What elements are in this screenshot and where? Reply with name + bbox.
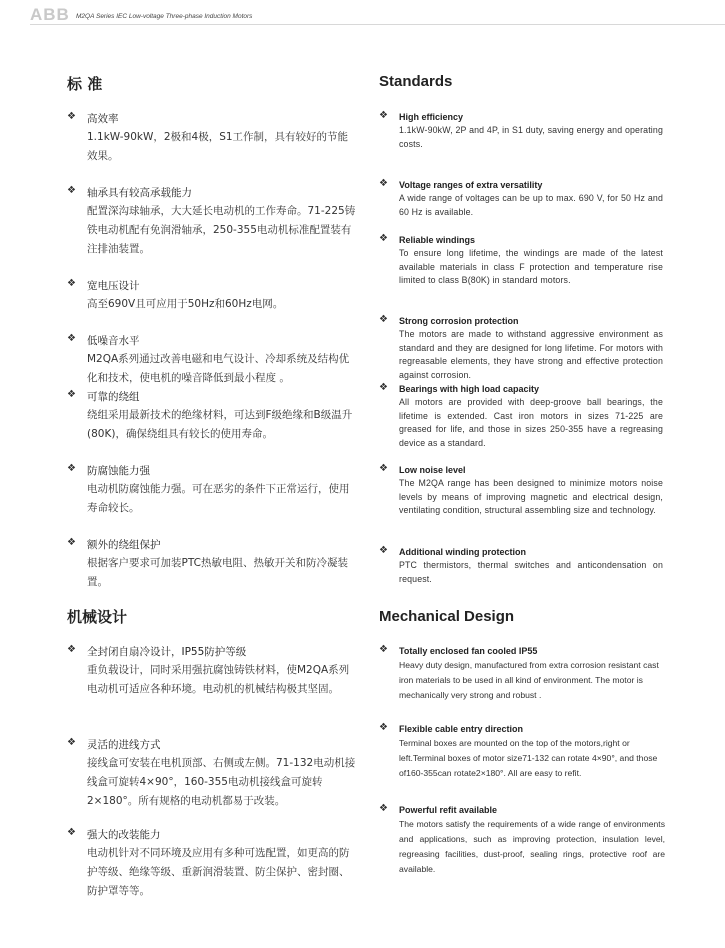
zh-item-title: 防腐蚀能力强 [87,465,150,477]
zh-mechanical-item [67,643,357,699]
en-item-title: Strong corrosion protection [399,316,519,326]
en-item-title: Totally enclosed fan cooled IP55 [399,646,538,656]
header-divider [30,24,725,25]
en-item-body: The M2QA range has been designed to minimize motors noise levels by means of improving magnetic and electrical design, ventilating condition, structural assembling size and technology. [399,478,663,515]
page-header [30,6,252,24]
zh-standard-item [67,388,357,444]
zh-item-body: 电动机防腐蚀能力强。可在恶劣的条件下正常运行，使用寿命较长。 [87,483,350,514]
bullet-diamond-icon: ❖ [379,314,388,325]
en-item-body: Heavy duty design, manufactured from extra corrosion resistant cast iron materials to be used in all kind of environment. The motor is mechanically very strong and robust . [399,660,659,700]
bullet-diamond-icon: ❖ [379,110,388,121]
en-item-body: All motors are provided with deep-groove ball bearings, the lifetime is extended. Cast iron motors in sizes 71-225 are greased for life, and those in sizes 250-355 have a regreasing device as a standard. [399,397,663,448]
zh-item-title: 额外的绕组保护 [87,539,161,551]
en-item-title: Reliable windings [399,235,476,245]
abb-logo: ABB [30,5,70,24]
bullet-diamond-icon: ❖ [379,644,388,655]
bullet-diamond-icon: ❖ [67,644,76,655]
en-item-title: Low noise level [399,465,466,475]
bullet-diamond-icon: ❖ [67,463,76,474]
bullet-diamond-icon: ❖ [67,185,76,196]
zh-item-title: 强大的改装能力 [87,829,161,841]
zh-item-body: 高至690V且可应用于50Hz和60Hz电网。 [87,298,284,310]
zh-item-title: 灵活的进线方式 [87,739,161,751]
zh-standard-item [67,536,357,592]
zh-item-title: 可靠的绕组 [87,391,140,403]
en-item-body: 1.1kW-90kW, 2P and 4P, in S1 duty, saving energy and operating costs. [399,125,663,149]
zh-mechanical-heading: 机械设计 [67,608,128,626]
en-item-body: PTC thermistors, thermal switches and anticondensation on request. [399,560,663,584]
en-standard-item [379,464,663,518]
en-standard-item [379,315,663,382]
zh-standard-item [67,462,357,518]
en-item-body: The motors are made to withstand aggressive environment as standard and they are designed for long lifetime. For motors with regreasable elements, they have strong and effective protection against corrosion. [399,329,663,380]
bullet-diamond-icon: ❖ [379,722,388,733]
en-item-body: The motors satisfy the requirements of a wide range of environments and applications, such as improving protection, insulation level, regreasing facilities, dust-proof, sealing rings, protective roof are available. [399,819,665,874]
zh-standard-item [67,184,357,259]
zh-item-body: 接线盒可安装在电机顶部、右侧或左侧。71-132电动机接线盒可旋转4×90°，160-355电动机接线盒可旋转2×180°。所有规格的电动机都易于改装。 [87,757,356,807]
zh-item-body: 绕组采用最新技术的绝缘材料，可达到F级绝缘和B级温升(80K)，确保绕组具有较长的使用寿命。 [87,409,353,440]
en-item-title: Voltage ranges of extra versatility [399,180,543,190]
zh-item-title: 全封闭自扇冷设计，IP55防护等级 [87,646,247,658]
en-mechanical-item [379,804,665,877]
bullet-diamond-icon: ❖ [67,537,76,548]
bullet-diamond-icon: ❖ [67,389,76,400]
zh-mechanical-item [67,736,357,811]
en-standard-item [379,179,663,219]
zh-standards-heading: 标 准 [67,75,103,93]
document-title: M2QA Series IEC Low-voltage Three-phase Induction Motors [76,13,253,20]
bullet-diamond-icon: ❖ [67,333,76,344]
en-item-title: Powerful refit available [399,805,498,815]
zh-standard-item [67,277,357,314]
en-mechanical-item [379,645,665,703]
bullet-diamond-icon: ❖ [379,382,388,393]
bullet-diamond-icon: ❖ [379,803,388,814]
en-mechanical-heading: Mechanical Design [379,608,515,625]
bullet-diamond-icon: ❖ [379,233,388,244]
en-standard-item [379,546,663,586]
zh-item-body: 根据客户要求可加装PTC热敏电阻、热敏开关和防冷凝装置。 [87,557,348,588]
en-standards-heading: Standards [379,73,453,90]
zh-item-body: 电动机针对不同环境及应用有多种可选配置，如更高的防护等级、绝缘等级、重新润滑装置、防尘保护、密封圈、防护罩等等。 [87,847,350,897]
bullet-diamond-icon: ❖ [67,827,76,838]
bullet-diamond-icon: ❖ [379,545,388,556]
zh-item-body: M2QA系列通过改善电磁和电气设计、冷却系统及结构优化和技术，使电机的噪音降低到最小程度 。 [87,353,350,384]
bullet-diamond-icon: ❖ [67,737,76,748]
zh-item-title: 低噪音水平 [87,335,140,347]
en-item-title: High efficiency [399,112,464,122]
bullet-diamond-icon: ❖ [67,111,76,122]
zh-item-body: 配置深沟球轴承，大大延长电动机的工作寿命。71-225铸铁电动机配有免润滑轴承，250-355电动机标准配置装有注排油装置。 [87,205,356,255]
zh-item-title: 轴承具有较高承载能力 [87,187,192,199]
en-mechanical-item [379,723,665,781]
en-item-body: To ensure long lifetime, the windings are made of the latest available materials in class F protection and temperature rise limited to class B(80K) in standard motors. [399,248,663,285]
zh-standard-item [67,110,357,166]
en-item-title: Flexible cable entry direction [399,724,524,734]
bullet-diamond-icon: ❖ [379,463,388,474]
en-standard-item [379,383,663,450]
zh-standard-item [67,332,357,388]
zh-item-body: 重负载设计，同时采用强抗腐蚀铸铁材料，使M2QA系列电动机可适应各种环境。电动机的机械结构极其坚固。 [87,664,350,695]
zh-mechanical-item [67,826,357,901]
en-item-title: Bearings with high load capacity [399,384,540,394]
zh-item-title: 高效率 [87,113,119,125]
bullet-diamond-icon: ❖ [379,178,388,189]
bullet-diamond-icon: ❖ [67,278,76,289]
zh-item-title: 宽电压设计 [87,280,140,292]
zh-item-body: 1.1kW-90kW，2极和4极，S1工作制，具有较好的节能效果。 [87,131,349,162]
en-standard-item [379,111,663,151]
en-item-body: A wide range of voltages can be up to max. 690 V, for 50 Hz and 60 Hz is available. [399,193,663,217]
en-standard-item [379,234,663,288]
en-item-title: Additional winding protection [399,547,526,557]
en-item-body: Terminal boxes are mounted on the top of the motors,right or left.Terminal boxes of motor size71-132 can rotate 4×90°, and those of160-355can rotate2×180°. All are easy to refit. [399,738,658,778]
